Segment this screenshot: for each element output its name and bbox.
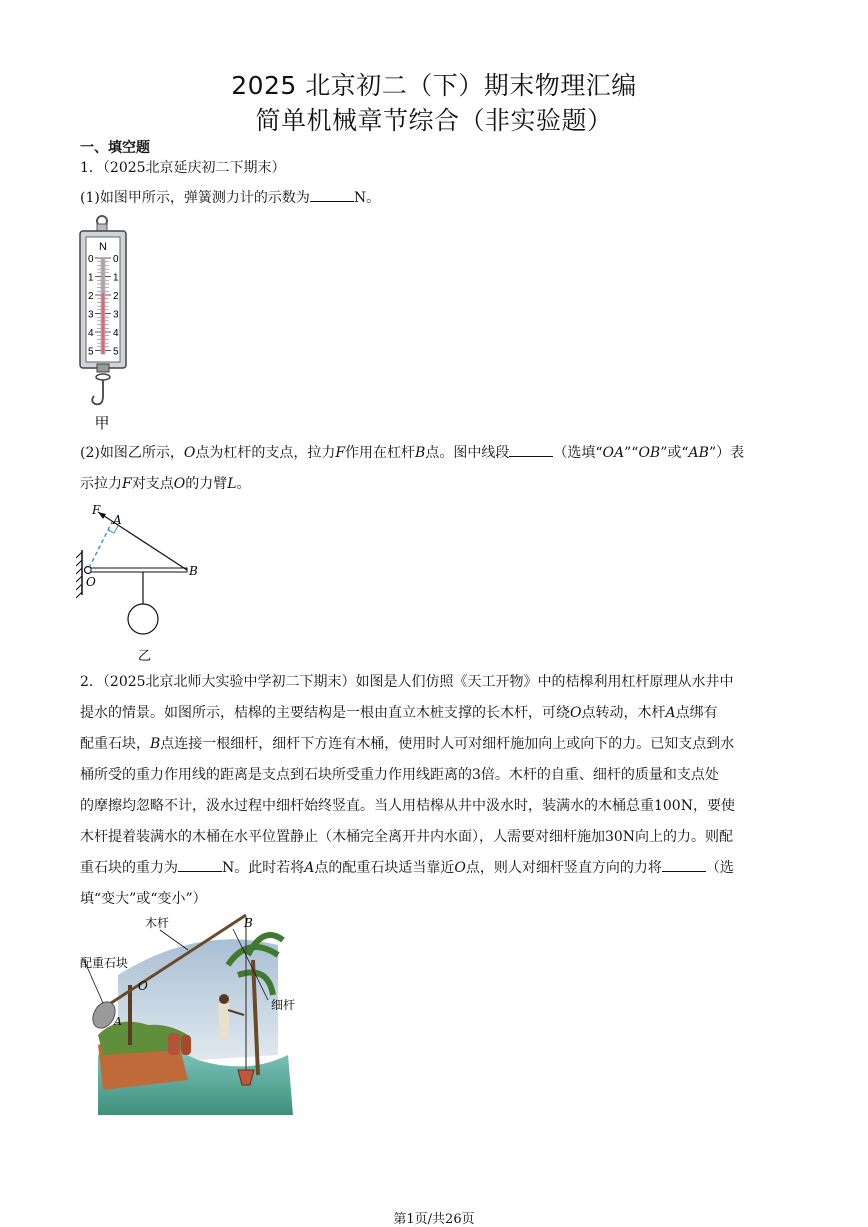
scale-tick-label-left: 2 bbox=[88, 291, 94, 302]
well-sweep-illustration bbox=[78, 905, 318, 1120]
question-2-text: 2．（2025北京北师大实验中学初二下期末）如图是人们仿照《天工开物》中的桔槔利用杠杆原理从水井中 提水的情景。如图所示，桔槔的主要结构是一根由直立木桩支撑的长木杆，可绕O点转动，木杆A点绑有 配重石块，B点连接一根细杆，细杆下方连有木桶，使用时人可对细杆施加向上或向下的力。已知支点到水 桶所受的重力作用线的距离是支点到石块所受重力作用线距离的3倍。木杆的自重、细杆的质量和支点处 的摩擦均忽略不计，汲水过程中细杆始终竖直。当人用桔槔从井中汲水时，装满水的木桶总重100N，要使 木杆提着装满水的木桶在水平位置静止（木桶完全离开井内水面），人需要对细杆施加30N向上的力。则配 重石块的重力为 N。此时若将A点的配重石块适当靠近O点，则人对细杆竖直方向的力将 （选 填“变大”或“变小”） bbox=[80, 674, 735, 907]
answer-blank bbox=[310, 187, 354, 202]
scale-tick-label-left: 4 bbox=[88, 328, 94, 339]
scale-tick-label-right: 3 bbox=[113, 309, 119, 321]
answer-blank bbox=[509, 442, 553, 457]
page-title: 2025 北京初二（下）期末物理汇编 bbox=[231, 71, 637, 100]
label-B: B bbox=[244, 916, 253, 930]
q1-part1-end: N。 bbox=[353, 190, 381, 206]
figure-jia-caption: 甲 bbox=[94, 414, 110, 432]
page-footer: 第1页/共26页 bbox=[393, 1212, 475, 1227]
answer-blank bbox=[662, 857, 706, 872]
scale-tick-label-right: 2 bbox=[113, 291, 119, 302]
label-A: A bbox=[114, 1015, 122, 1028]
q1-part1-text: (1)如图甲所示，弹簧测力计的示数为 bbox=[80, 190, 310, 206]
label-O: O bbox=[138, 979, 148, 993]
point-label-B: B bbox=[189, 564, 198, 578]
label-stone: 配重石块 bbox=[80, 956, 129, 970]
scale-tick-label-right: 1 bbox=[113, 272, 119, 284]
scale-tick-label-left: 0 bbox=[88, 254, 94, 265]
question-1-header: 1．（2025北京延庆初二下期末） bbox=[80, 160, 286, 176]
scale-tick-label-right: 0 bbox=[113, 254, 119, 265]
question-1-part2: (2)如图乙所示，O点为杠杆的支点，拉力F作用在杠杆B点。图中线段 （选填“OA”“OB”或“AB”）表 示拉力F对支点O的力臂L。 bbox=[80, 438, 792, 500]
scale-tick-label-right: 4 bbox=[113, 328, 119, 339]
point-label-A: A bbox=[113, 513, 122, 527]
page-subtitle: 简单机械章节综合（非实验题） bbox=[255, 106, 613, 135]
lever-figure bbox=[76, 500, 216, 665]
label-mugan: 木杆 bbox=[145, 916, 170, 930]
scale-tick-label-left: 1 bbox=[88, 272, 94, 284]
force-label-F: F bbox=[92, 503, 101, 517]
question-1-part1 bbox=[80, 187, 380, 207]
label-xigan: 细杆 bbox=[271, 998, 296, 1012]
scale-unit: N bbox=[99, 241, 107, 253]
answer-blank bbox=[178, 857, 222, 872]
spring-scale-figure bbox=[78, 214, 138, 434]
scale-tick-label-left: 3 bbox=[88, 309, 94, 321]
figure-yi-caption: 乙 bbox=[138, 649, 152, 664]
scale-tick-label-right: 5 bbox=[113, 346, 119, 358]
scale-tick-label-left: 5 bbox=[88, 346, 94, 358]
point-label-O: O bbox=[86, 575, 96, 589]
section-heading: 一、填空题 bbox=[80, 140, 150, 156]
